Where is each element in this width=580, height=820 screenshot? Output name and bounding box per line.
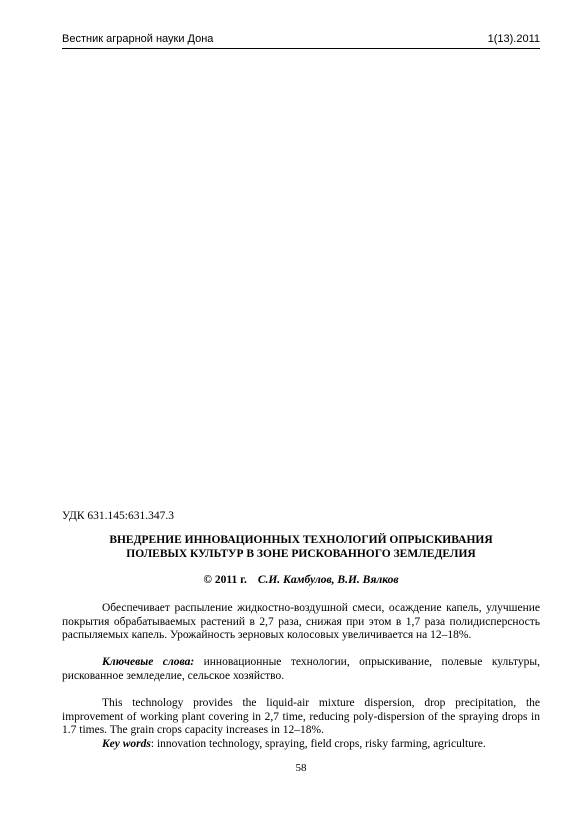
title-line-2: ПОЛЕВЫХ КУЛЬТУР В ЗОНЕ РИСКОВАННОГО ЗЕМЛЕДЕЛИЯ bbox=[126, 548, 476, 560]
keywords-en-label: Key words bbox=[102, 738, 151, 750]
journal-title: Вестник аграрной науки Дона bbox=[62, 33, 214, 45]
copyright-year: © 2011 г. bbox=[203, 574, 247, 586]
running-header bbox=[62, 33, 540, 49]
abstract-ru: Обеспечивает распыление жидкостно-воздушной смеси, осаждение капель, улучшение покрытия обрабатываемых растений в 2,7 раза, снижая при этом в 1,7 раза полидисперсность распыляемых капель. Урожайность зерновых колосовых увеличивается на 12–18%. bbox=[62, 602, 540, 641]
keywords-en-text: : innovation technology, spraying, field crops, risky farming, agriculture. bbox=[150, 738, 486, 750]
title-line-1: ВНЕДРЕНИЕ ИННОВАЦИОННЫХ ТЕХНОЛОГИЙ ОПРЫСКИВАНИЯ bbox=[109, 534, 493, 546]
abstract-en: This technology provides the liquid-air mixture dispersion, drop precipitation, the improvement of working plant covering in 2,7 time, reducing poly-dispersion of the spraying drops in 1.7 times. The grain crops capacity increases in 12–18%. bbox=[62, 697, 540, 736]
issue-number: 1(13).2011 bbox=[487, 33, 540, 45]
authors: С.И. Камбулов, В.И. Вялков bbox=[257, 574, 399, 586]
keywords-ru-text: инновационные технологии, опрыскивание, полевые культуры, рискованное земледелие, сельское хозяйство. bbox=[62, 656, 541, 682]
udk-code: УДК 631.145:631.347.3 bbox=[62, 510, 174, 522]
article-title bbox=[62, 533, 540, 561]
keywords-ru bbox=[62, 656, 540, 683]
keywords-ru-label: Ключевые слова: bbox=[102, 656, 195, 668]
page-number: 58 bbox=[295, 762, 307, 774]
byline bbox=[62, 574, 540, 586]
keywords-en bbox=[62, 738, 540, 752]
